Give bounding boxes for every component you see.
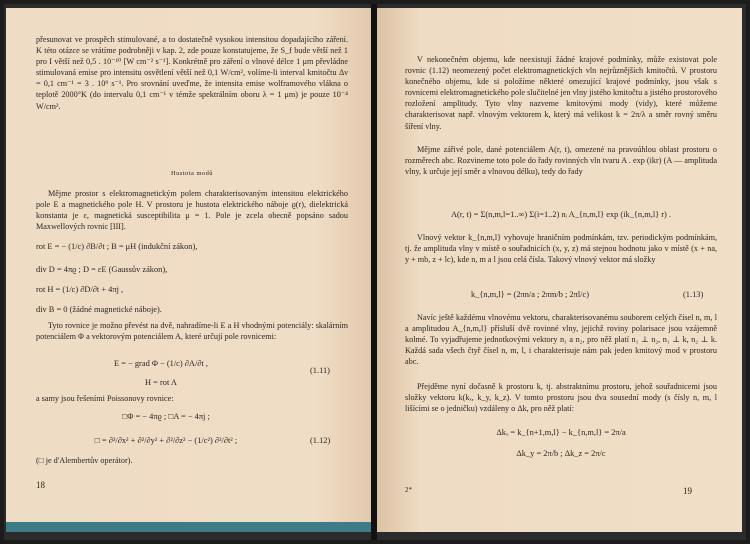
left-paragraph-3: Tyto rovnice je možno převést na dvě, nahradíme-li E a H vhodnými potenciály: skalárním potenciálem Φ a vektorovým potenciálem A, které určují pole rovnicemi:: [36, 321, 348, 342]
right-paragraph-5: Přejděme nyní dočasně k prostoru k, tj. abstraktnímu prostoru, jehož souřadnicemi jsou složky vektoru k(kₓ, k_y, k_z). V tomto prostoru jsou dva sousední mody (s čísly n, m, l lišícími se o jedničku) vzdáleny o Δk, pro něž platí:: [405, 382, 717, 414]
right-page: [377, 8, 742, 532]
left-paragraph-2: Mějme prostor s elektromagnetickým polem charakterisovaným intensitou elektrického pole E a magnetického pole H. V prostoru je hustota elektrického náboje ϱ(r), dielektrická konstanta je ε, magnetická susceptibilita μ = 1. Pole je zcela obecně popsáno sadou Maxwellových rovnic [III].: [36, 189, 348, 232]
right-paragraph-4: Navíc ještě každému vlnovému vektoru, charakterisovanému souborem celých čísel n, m, l a amplitudou A_{n,m,l} přísluší dvě rovinné vlny, jejichž roviny polarisace jsou vzájemně kolmé. To vyjadřujeme jednotkovými vektory n₁ a n₂, pro něž platí n₁ ⊥ n₂, n₁ ⊥ k, n₂ ⊥ k. Každá sada všech čtyř čísel n, m, l, i charakterisuje nám pak jeden kmitový mod v prostoru abc.: [405, 313, 717, 367]
equation-1-11b: H = rot A: [145, 378, 177, 387]
equation-number-1-12: (1.12): [310, 436, 331, 445]
maxwell-equation-4: div B = 0 (žádné magnetické náboje).: [36, 305, 162, 314]
series-equation: A(r, t) = Σ(n,m,l=1..∞) Σ(i=1..2) nᵢ A_{n,m,l} exp (ik_{n,m,l} r) .: [450, 210, 672, 219]
section-heading: Hustota modů: [170, 170, 214, 177]
right-paragraph-2: Mějme zářivé pole, dané potenciálem A(r, t), omezené na pravoúhlou oblast prostoru o rozměrech abc. Rozvineme toto pole do řady rovinných vln tvaru A . exp (ikr) (A — amplituda vlny, k určuje její směr a vlnovou délku), tedy do řady: [405, 145, 717, 177]
right-paragraph-3: Vlnový vektor k_{n,m,l} vyhovuje hraničním podmínkám, tzv. periodickým podmínkám, tj. že amplituda vlny v místě o souřadnicích (x, y, z) má stejnou hodnotu jako v místě (x + na, y + mb, z + lc), kde n, m a l jsou celá čísla. Takový vlnový vektor má složky: [405, 233, 717, 265]
left-paragraph-1: přesunovat ve prospěch stimulované, a to dostatečně vysokou intensitou dopadajícího záření. K této otázce se vrátíme podrobněji v kap. 2, zde pouze konstatujeme, že S_f bude větší než 1 pro I větší než 0,5 . 10⁻¹⁰ [W cm⁻² s⁻¹]. Konkrétně pro záření o vlnové délce 1 μm převládne stimulovaná emise pro intensitu osvětlení větší než 0,1 W/cm², volíme-li interval kmitočtu Δν = 0,1 cm⁻¹ = 3 . 10⁹ s⁻¹. Pro srovnání uveďme, že intensita emise wolframového vlákna o teplotě 2000°K (do intervalu 0,1 cm⁻¹ v témže spektrálním oboru λ = 1 μm) je pouze 10⁻⁴ W/cm².: [36, 35, 348, 111]
maxwell-equation-2: div D = 4πϱ ; D = εE (Gaussův zákon),: [36, 265, 168, 274]
equation-1-11a: E = − grad Φ − (1/c) ∂A/∂t ,: [114, 359, 208, 368]
delta-k-equation-2: Δk_y = 2π/b ; Δk_z = 2π/c: [516, 449, 606, 458]
left-footnote: (□ je d'Alembertův operátor).: [36, 456, 133, 465]
page-number-left: 18: [36, 480, 45, 490]
delta-k-equation-1: Δkₓ = k_{n+1,m,l} − k_{n,m,l} = 2π/a: [496, 428, 626, 437]
equation-1-12a: □Φ = − 4πϱ ; □A = − 4πj ;: [122, 412, 210, 421]
open-book: [4, 4, 746, 540]
maxwell-equation-1: rot E = − (1/c) ∂B/∂t ; B = μH (indukční zákon),: [36, 242, 198, 251]
equation-1-12b: □ = ∂²/∂x² + ∂²/∂y² + ∂²/∂z² − (1/c²) ∂²/∂t² ;: [94, 436, 238, 445]
equation-1-13: k_{n,m,l} = (2πn/a ; 2πm/b ; 2πl/c): [470, 290, 590, 299]
signature-mark: 2*: [405, 486, 412, 494]
right-paragraph-1: V nekonečném objemu, kde neexistují žádné krajové podmínky, může existovat pole rovnic (1.12) neomezený počet elektromagnetických vln nejrůznějších kmitočtů. V prostoru konečného objemu, kde si položíme některé omezující krajové podmínky, jsou však s rovnicemi elektromagnetického pole slučitelné jen vlny jistého kmitočtu a jistého prostorového rozložení amplitudy. Tyto vlny nazveme kmitovými mody (vidy), které můžeme charakterisovat např. vlnovým vektorem k, který má velikost k = 2π/λ a směr rovný směru šíření vlny.: [405, 55, 717, 131]
maxwell-equation-3: rot H = (1/c) ∂D/∂t + 4πj ,: [36, 285, 124, 294]
left-page: [6, 8, 371, 532]
equation-number-1-13: (1.13): [683, 290, 704, 299]
page-number-right: 19: [683, 486, 692, 496]
equation-number-1-11: (1.11): [310, 366, 330, 375]
book-cover-edge: [6, 522, 371, 532]
left-paragraph-4: a samy jsou řešeními Poissonovy rovnice:: [36, 394, 174, 403]
